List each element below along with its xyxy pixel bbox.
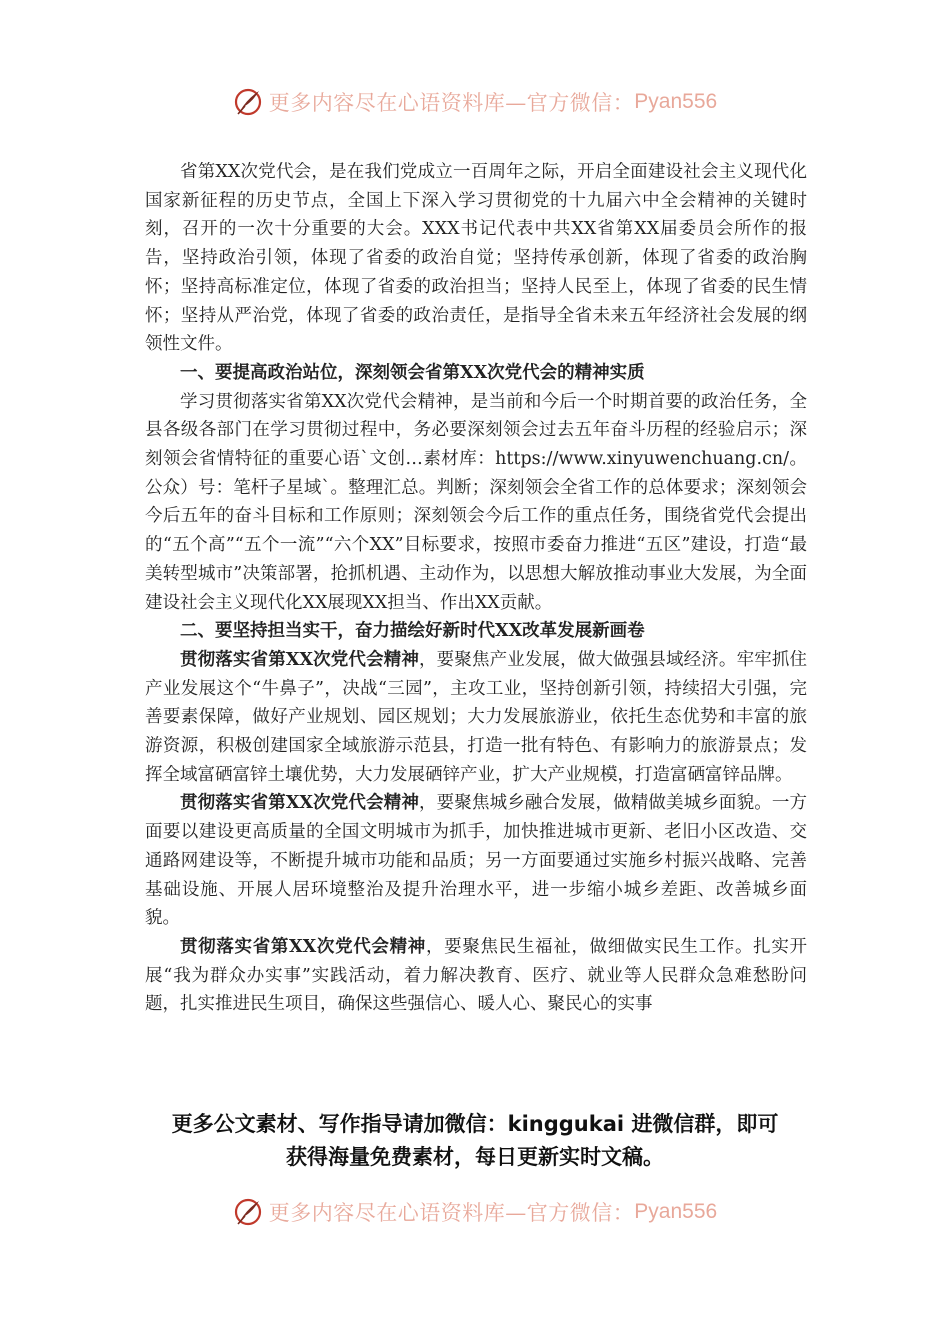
footer-banner [0,1192,950,1232]
promo-line-2: 获得海量免费素材，每日更新实时文稿。 [286,1145,664,1169]
paragraph-livelihood [145,933,807,1019]
promo-line-1: 更多公文素材、写作指导请加微信：kinggukai 进微信群，即可 [171,1112,779,1136]
paragraph-lead: 贯彻落实省第XX次党代会精神 [180,936,426,957]
promo-block [0,1108,950,1174]
section-heading-2: 二、要坚持担当实干，奋力描绘好新时代XX改革发展新画卷 [180,621,645,642]
paragraph-text: ，要聚焦城乡融合发展，做精做美城乡面貌。一方面要以建设更高质量的全国文明城市为抓手，加快推进城市更新、老旧小区改造、交通路网建设等，不断提升城市功能和品质；另一方面要通过实施乡村振兴战略、完善基础设施、开展人居环境整治及提升治理水平，进一步缩小城乡差距、改善城乡面貌。 [145,793,808,929]
quill-logo-icon [233,1197,263,1227]
banner-text: 更多内容尽在心语资料库—官方微信： [268,1201,635,1225]
paragraph-text: ，要聚焦民生福祉，做细做实民生工作。扎实开展“我为群众办实事”实践活动，着力解决教育、医疗、就业等人民群众急难愁盼问题，扎实推进民生项目，确保这些强信心、暖人心、聚民心的实事 [145,936,808,1015]
banner-wechat-id: Pyan556 [634,90,718,113]
paragraph-industry [145,646,807,790]
banner-text: 更多内容尽在心语资料库—官方微信： [268,91,635,115]
banner-wechat-id: Pyan556 [634,1200,718,1223]
paragraph-intro: 省第XX次党代会，是在我们党成立一百周年之际，开启全面建设社会主义现代化国家新征程的历史节点，全国上下深入学习贯彻党的十九届六中全会精神的关键时刻，召开的一次十分重要的大会。XXX书记代表中共XX省第XX届委员会所作的报告，坚持政治引领，体现了省委的政治自觉；坚持传承创新，体现了省委的政治胸怀；坚持高标准定位，体现了省委的政治担当；坚持人民至上，体现了省委的民生情怀；坚持从严治党，体现了省委的政治责任，是指导全省未来五年经济社会发展的纲领性文件。 [145,162,807,355]
paragraph-lead: 贯彻落实省第XX次党代会精神 [180,793,420,814]
paragraph-section-1: 学习贯彻落实省第XX次党代会精神，是当前和今后一个时期首要的政治任务，全县各级各部门在学习贯彻过程中，务必要深刻领会过去五年奋斗历程的经验启示；深刻领会省情特征的重要心语`文创…素材库：https://www.xinyuwenchuang.cn/。公众）号：笔杆子星域`。整理汇总。判断；深刻领会全省工作的总体要求；深刻领会今后五年的奋斗目标和工作原则；深刻领会今后工作的重点任务，围绕省党代会提出的“五个高”“五个一流”“六个XX”目标要求，按照市委奋力推进“五区”建设，打造“最美转型城市”决策部署，抢抓机遇、主动作为，以思想大解放推动事业大发展，为全面建设社会主义现代化XX展现XX担当、作出XX贡献。 [145,391,807,613]
paragraph-urban-rural [145,789,807,933]
section-heading-1: 一、要提高政治站位，深刻领会省第XX次党代会的精神实质 [180,362,645,383]
paragraph-lead: 贯彻落实省第XX次党代会精神 [180,649,420,670]
paragraph-text: ，要聚焦产业发展，做大做强县域经济。牢牢抓住产业发展这个“牛鼻子”，决战“三园”，主攻工业，坚持创新引领，持续招大引强，完善要素保障，做好产业规划、园区规划；大力发展旅游业，依托生态优势和丰富的旅游资源，积极创建国家全域旅游示范县，打造一批有特色、有影响力的旅游景点；发挥全域富硒富锌土壤优势，大力发展硒锌产业，扩大产业规模，打造富硒富锌品牌。 [145,649,808,785]
article-body [145,158,807,1019]
quill-logo-icon [233,87,263,117]
header-banner [0,82,950,122]
